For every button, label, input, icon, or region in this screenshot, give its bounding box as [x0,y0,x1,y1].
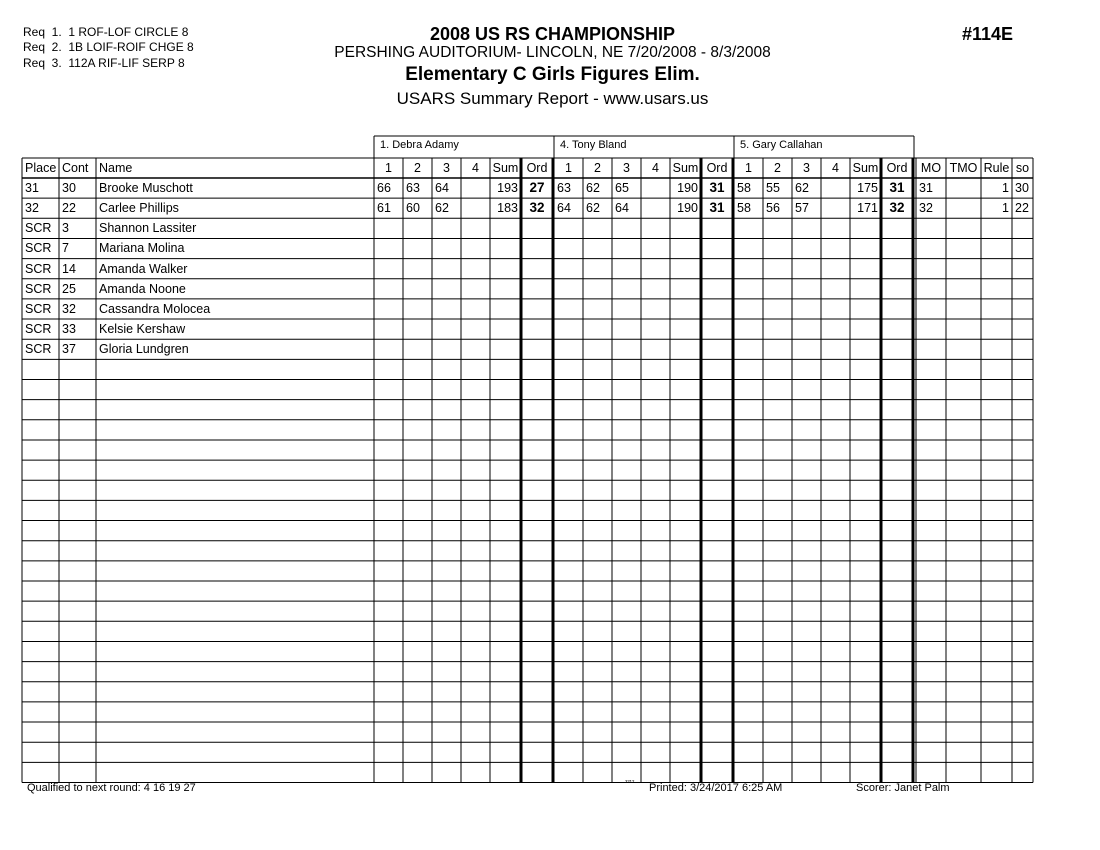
championship-title: 2008 US RS CHAMPIONSHIP [429,24,676,44]
event-number: #114E [962,24,1014,44]
row-judge-score: 58 [737,181,751,195]
requirement-2: Req 2. 1B LOIF-ROIF CHGE 8 [23,40,194,54]
row-judge-score: 62 [586,181,600,195]
row-skater-name: Gloria Lundgren [99,342,189,357]
row-skater-name: Cassandra Molocea [99,301,211,316]
column-header-judge-score: 1 [745,161,752,175]
row-judge-score: 56 [766,201,780,216]
row-contestant-number: 22 [62,201,76,216]
footer-code: ³²¹² [625,780,635,787]
row-place: 32 [25,201,39,216]
judge-name: 1. Debra Adamy [380,139,459,151]
row-tmo [946,198,981,218]
row-judge-score: 61 [377,201,391,216]
row-judge-score: 64 [435,181,449,195]
row-judge-score: 60 [406,201,420,216]
row-contestant-number: 32 [62,301,76,316]
requirement-3: Req 3. 112A RIF-LIF SERP 8 [23,56,185,70]
column-header-place: Place [25,161,57,175]
row-contestant-number: 33 [62,322,76,337]
row-skater-name: Brooke Muschott [99,181,193,195]
row-judge-score: 63 [557,181,571,195]
row-judge-score: 55 [766,181,780,195]
row-judge-score: 62 [435,201,449,216]
printed-date: Printed: 3/24/2017 6:25 AM [649,782,783,794]
column-header-mo: MO [920,161,942,175]
column-header-tmo: TMO [949,161,978,175]
column-header-judge-score: 1 [385,161,392,175]
row-skater-name: Amanda Noone [99,281,186,296]
column-header-judge-score: Sum [852,161,879,175]
column-header-judge-score: Ord [886,161,908,175]
row-judge-sum: 190 [677,201,698,216]
row-judge-score [641,198,670,218]
column-header-judge-score: 3 [803,161,810,175]
report-title: USARS Summary Report - www.usars.us [396,89,709,108]
row-judge-score: 64 [557,201,571,216]
column-header-judge-score: 4 [472,161,479,175]
row-judge-score: 64 [615,201,629,216]
row-place: SCR [25,281,52,296]
row-mo: 31 [919,181,933,195]
venue-dates: PERSHING AUDITORIUM- LINCOLN, NE 7/20/2008 - 8/3/2008 [334,44,771,61]
row-judge-sum: 175 [857,181,878,195]
row-judge-ordinal: 31 [709,200,725,216]
row-contestant-number: 3 [62,221,69,236]
row-judge-ordinal: 31 [709,180,725,195]
row-skater-name: Kelsie Kershaw [99,322,186,337]
row-judge-sum: 190 [677,181,698,195]
row-tmo [946,178,981,198]
column-header-so: so [1015,161,1030,175]
row-so: 30 [1015,181,1029,195]
row-place: SCR [25,322,52,337]
qualified-next-round: Qualified to next round: 4 16 19 27 [27,782,196,794]
column-header-judge-score: Ord [526,161,548,175]
row-rule: 1 [1002,201,1009,216]
row-judge-ordinal: 31 [889,180,905,195]
column-header-judge-score: 2 [774,161,781,175]
row-judge-score [821,178,850,198]
column-header-name: Name [99,161,133,175]
row-judge-score: 62 [795,181,809,195]
row-skater-name: Carlee Phillips [99,201,179,216]
row-judge-score: 58 [737,201,751,216]
judge-name: 5. Gary Callahan [740,139,823,151]
row-judge-sum: 183 [497,201,518,216]
column-header-judge-score: Sum [492,161,519,175]
row-contestant-number: 14 [62,261,76,276]
row-judge-sum: 193 [497,181,518,195]
row-place: SCR [25,342,52,357]
row-place: SCR [25,241,52,256]
row-rule: 1 [1002,181,1009,195]
row-judge-ordinal: 27 [529,180,545,195]
row-contestant-number: 30 [62,181,76,195]
row-judge-score: 65 [615,181,629,195]
row-place: 31 [25,181,39,195]
row-skater-name: Mariana Molina [99,241,185,256]
requirement-1: Req 1. 1 ROF-LOF CIRCLE 8 [23,25,189,39]
row-place: SCR [25,221,52,236]
row-so: 22 [1015,201,1029,216]
row-judge-score: 63 [406,181,420,195]
column-header-judge-score: Ord [706,161,728,175]
row-judge-sum: 171 [857,201,878,216]
row-judge-ordinal: 32 [529,200,545,216]
scorer-name: Scorer: Janet Palm [856,782,950,794]
row-mo: 32 [919,201,933,216]
row-judge-score: 66 [377,181,391,195]
column-header-judge-score: 4 [652,161,659,175]
row-judge-ordinal: 32 [889,200,905,216]
row-judge-score: 62 [586,201,600,216]
row-contestant-number: 7 [62,241,69,256]
row-skater-name: Amanda Walker [99,261,188,276]
row-judge-score [821,198,850,218]
row-contestant-number: 25 [62,281,76,296]
column-header-judge-score: 1 [565,161,572,175]
column-header-judge-score: 3 [623,161,630,175]
column-header-judge-score: 2 [414,161,421,175]
column-header-judge-score: 4 [832,161,839,175]
row-judge-score: 57 [795,201,809,216]
row-place: SCR [25,261,52,276]
row-contestant-number: 37 [62,342,76,357]
row-judge-score [641,178,670,198]
row-skater-name: Shannon Lassiter [99,221,197,236]
event-title: Elementary C Girls Figures Elim. [405,64,700,85]
column-header-judge-score: 3 [443,161,450,175]
row-judge-score [461,178,490,198]
column-header-judge-score: 2 [594,161,601,175]
row-judge-score [461,198,490,218]
judge-name: 4. Tony Bland [560,139,627,151]
column-header-judge-score: Sum [672,161,699,175]
row-place: SCR [25,301,52,316]
column-header-cont: Cont [62,161,89,175]
column-header-rule: Rule [983,161,1010,175]
